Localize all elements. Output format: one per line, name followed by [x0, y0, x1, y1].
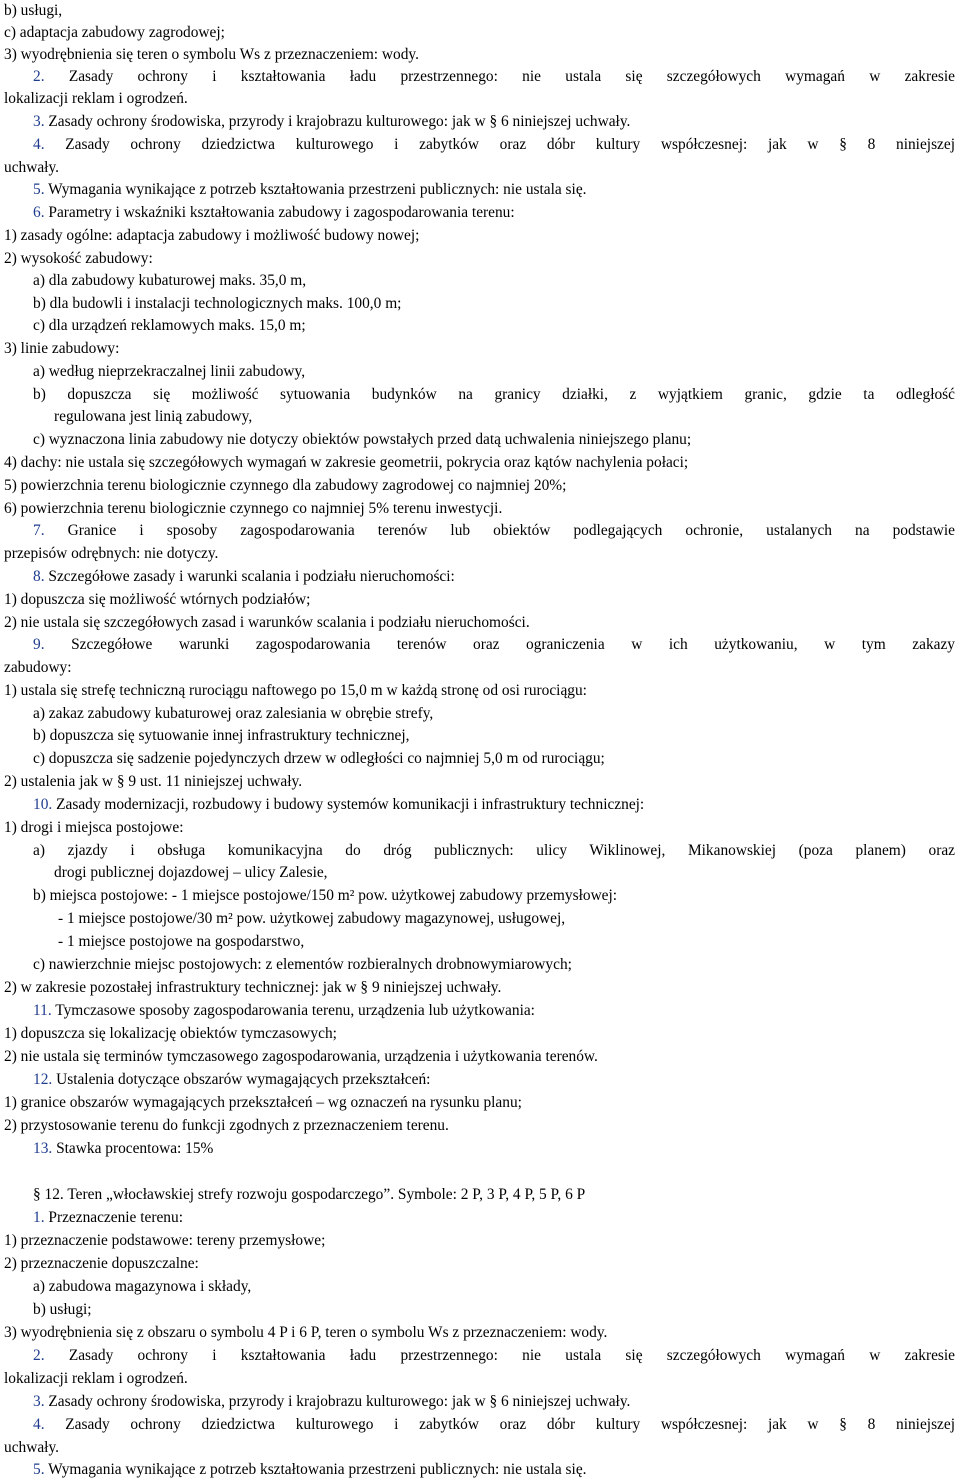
paragraph-number: 4. — [33, 1416, 66, 1433]
paragraph-number: 6. — [33, 204, 49, 221]
text-line: 2) przeznaczenie dopuszczalne: — [4, 1255, 199, 1272]
text-line: 2) ustalenia jak w § 9 ust. 11 niniejszej uchwały. — [4, 773, 303, 790]
text-line: 6. Parametry i wskaźniki kształtowania zabudowy i zagospodarowania terenu: — [33, 204, 515, 221]
text-line: 1) przeznaczenie podstawowe: tereny przemysłowe; — [4, 1232, 326, 1249]
text-line: 5) powierzchnia terenu biologicznie czynnego dla zabudowy zagrodowej co najmniej 20%; — [4, 477, 567, 494]
text-line: 10. Zasady modernizacji, rozbudowy i budowy systemów komunikacji i infrastruktury technicznej: — [33, 796, 645, 813]
text-line: a) zakaz zabudowy kubaturowej oraz zalesiania w obrębie strefy, — [33, 705, 434, 722]
text-line: lokalizacji reklam i ogrodzeń. — [4, 1370, 188, 1387]
text-line: 2) w zakresie pozostałej infrastruktury technicznej: jak w § 9 niniejszej uchwały. — [4, 979, 502, 996]
text-line: 6) powierzchnia terenu biologicznie czynnego co najmniej 5% terenu inwestycji. — [4, 500, 503, 517]
text-line: 3) wyodrębnienia się z obszaru o symbolu 4 P i 6 P, teren o symbolu Ws z przeznaczeniem: wody. — [4, 1324, 608, 1341]
text-line: 1) dopuszcza się lokalizację obiektów tymczasowych; — [4, 1025, 337, 1042]
text-line: a) zabudowa magazynowa i składy, — [33, 1278, 252, 1295]
paragraph-number: 2. — [33, 68, 69, 85]
text-line: 4. Zasady ochrony dziedzictwa kulturowego i zabytków oraz dóbr kultury współczesnej: jak w § 8 niniejszej — [33, 136, 955, 153]
paragraph-number: 5. — [33, 181, 49, 198]
text-line: drogi publicznej dojazdowej – ulicy Zalesie, — [54, 864, 328, 881]
paragraph-number: 9. — [33, 636, 72, 653]
text-line: 12. Ustalenia dotyczące obszarów wymagających przekształceń: — [33, 1071, 431, 1088]
text-line: c) dopuszcza się sadzenie pojedynczych drzew w odległości co najmniej 5,0 m od rurociągu; — [33, 750, 605, 767]
paragraph-number: 1. — [33, 1209, 49, 1226]
text-line: a) według nieprzekraczalnej linii zabudowy, — [33, 363, 306, 380]
text-line: b) miejsca postojowe: - 1 miejsce postojowe/150 m² pow. użytkowej zabudowy przemysłowej: — [33, 887, 618, 904]
paragraph-number: 11. — [33, 1002, 56, 1019]
text-line: c) adaptacja zabudowy zagrodowej; — [4, 24, 225, 41]
text-line: 7. Granice i sposoby zagospodarowania terenów lub obiektów podlegających ochronie, ustalanych na podstawie — [33, 522, 956, 539]
text-line: przepisów odrębnych: nie dotyczy. — [4, 545, 219, 562]
paragraph-number: 13. — [33, 1140, 57, 1157]
text-line: 5. Wymagania wynikające z potrzeb kształtowania przestrzeni publicznych: nie ustala się. — [33, 181, 587, 198]
paragraph-number: 2. — [33, 1347, 69, 1364]
text-line: 9. Szczegółowe warunki zagospodarowania terenów oraz ograniczenia w ich użytkowaniu, w tym zakazy — [33, 636, 955, 653]
text-line: b) usługi; — [33, 1301, 92, 1318]
text-line: lokalizacji reklam i ogrodzeń. — [4, 90, 188, 107]
text-line: - 1 miejsce postojowe na gospodarstwo, — [58, 933, 305, 950]
paragraph-number: 4. — [33, 136, 66, 153]
text-line: 8. Szczegółowe zasady i warunki scalania i podziału nieruchomości: — [33, 568, 455, 585]
text-line: c) dla urządzeń reklamowych maks. 15,0 m; — [33, 317, 306, 334]
text-line: 2) nie ustala się szczegółowych zasad i warunków scalania i podziału nieruchomości. — [4, 614, 530, 631]
text-line: 3. Zasady ochrony środowiska, przyrody i krajobrazu kulturowego: jak w § 6 niniejszej uchwały. — [33, 1393, 631, 1410]
paragraph-number: 7. — [33, 522, 68, 539]
text-line: b) dopuszcza się możliwość sytuowania budynków na granicy działki, z wyjątkiem granic, gdzie ta odległość — [33, 386, 955, 403]
text-line: zabudowy: — [4, 659, 72, 676]
paragraph-number: 10. — [33, 796, 57, 813]
text-line: regulowana jest linią zabudowy, — [54, 408, 253, 425]
paragraph-number: 3. — [33, 1393, 49, 1410]
text-line: - 1 miejsce postojowe/30 m² pow. użytkowej zabudowy magazynowej, usługowej, — [58, 910, 566, 927]
text-line: a) dla zabudowy kubaturowej maks. 35,0 m, — [33, 272, 307, 289]
text-line: 13. Stawka procentowa: 15% — [33, 1140, 214, 1157]
text-line: 4. Zasady ochrony dziedzictwa kulturowego i zabytków oraz dóbr kultury współczesnej: jak w § 8 niniejszej — [33, 1416, 955, 1433]
text-line: 2) przystosowanie terenu do funkcji zgodnych z przeznaczeniem terenu. — [4, 1117, 449, 1134]
text-line: 3) linie zabudowy: — [4, 340, 120, 357]
text-line: c) nawierzchnie miejsc postojowych: z elementów rozbieralnych drobnowymiarowych; — [33, 956, 572, 973]
text-line: b) dopuszcza się sytuowanie innej infrastruktury technicznej, — [33, 727, 410, 744]
text-line: 3) wyodrębnienia się teren o symbolu Ws z przeznaczeniem: wody. — [4, 46, 419, 63]
text-line: 2. Zasady ochrony i kształtowania ładu przestrzennego: nie ustala się szczegółowych wymagań w zakresie — [33, 68, 955, 85]
text-line: 2) wysokość zabudowy: — [4, 250, 153, 267]
text-line: 1) drogi i miejsca postojowe: — [4, 819, 184, 836]
section-heading: § 12. Teren „włocławskiej strefy rozwoju gospodarczego”. Symbole: 2 P, 3 P, 4 P, 5 P, 6 P — [33, 1186, 586, 1203]
text-line: 4) dachy: nie ustala się szczegółowych wymagań w zakresie geometrii, pokrycia oraz kątów nachylenia połaci; — [4, 454, 689, 471]
text-line: 1) ustala się strefę techniczną rurociągu naftowego po 15,0 m w każdą stronę od osi rurociągu: — [4, 682, 587, 699]
text-line: b) usługi, — [4, 2, 63, 19]
paragraph-number: 5. — [33, 1461, 49, 1478]
text-line: 2. Zasady ochrony i kształtowania ładu przestrzennego: nie ustala się szczegółowych wymagań w zakresie — [33, 1347, 955, 1364]
paragraph-number: 12. — [33, 1071, 57, 1088]
text-line: uchwały. — [4, 159, 59, 176]
text-line: 1. Przeznaczenie terenu: — [33, 1209, 183, 1226]
paragraph-number: 8. — [33, 568, 49, 585]
text-line: 3. Zasady ochrony środowiska, przyrody i krajobrazu kulturowego: jak w § 6 niniejszej uchwały. — [33, 113, 631, 130]
text-line: uchwały. — [4, 1439, 59, 1456]
text-line: 11. Tymczasowe sposoby zagospodarowania terenu, urządzenia lub użytkowania: — [33, 1002, 535, 1019]
text-line: 2) nie ustala się terminów tymczasowego zagospodarowania, urządzenia i użytkowania terenów. — [4, 1048, 598, 1065]
text-line: 5. Wymagania wynikające z potrzeb kształtowania przestrzeni publicznych: nie ustala się. — [33, 1461, 587, 1478]
text-line: c) wyznaczona linia zabudowy nie dotyczy obiektów powstałych przed datą uchwalenia niniejszego planu; — [33, 431, 692, 448]
text-line: 1) dopuszcza się możliwość wtórnych podziałów; — [4, 591, 311, 608]
text-line: 1) zasady ogólne: adaptacja zabudowy i możliwość budowy nowej; — [4, 227, 420, 244]
paragraph-number: 3. — [33, 113, 49, 130]
text-line: 1) granice obszarów wymagających przekształceń – wg oznaczeń na rysunku planu; — [4, 1094, 522, 1111]
text-line: b) dla budowli i instalacji technologicznych maks. 100,0 m; — [33, 295, 402, 312]
text-line: a) zjazdy i obsługa komunikacyjna do dróg publicznych: ulicy Wiklinowej, Mikanowskiej (poza planem) oraz — [33, 842, 955, 859]
